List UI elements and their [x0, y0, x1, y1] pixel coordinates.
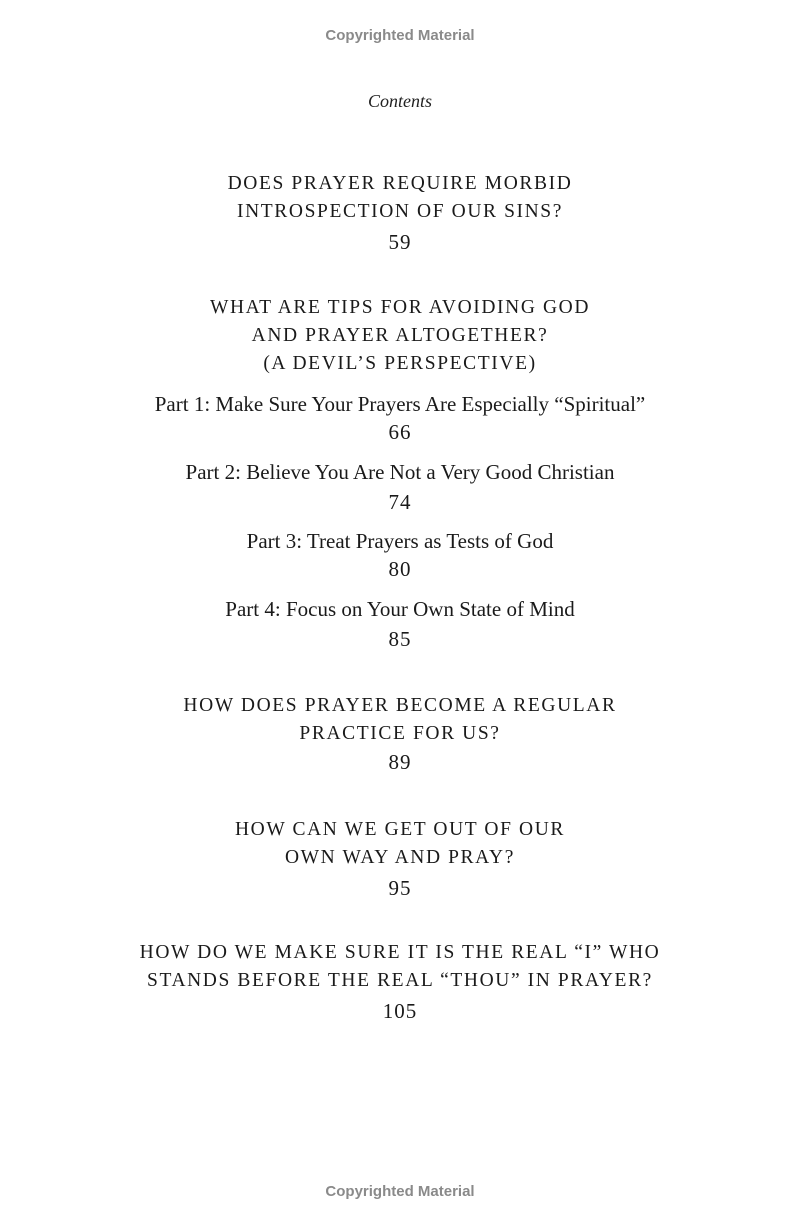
copyright-watermark-top: Copyrighted Material: [325, 27, 475, 44]
toc-subentry: [0, 527, 800, 583]
toc-page-number: 95: [388, 876, 412, 900]
toc-title-line: STANDS BEFORE THE REAL “THOU” IN PRAYER?: [147, 970, 653, 991]
running-head: Contents: [367, 91, 432, 111]
toc-entry: [0, 294, 800, 378]
toc-subentry-title: Part 2: Believe You Are Not a Very Good Christian: [185, 460, 615, 484]
toc-title-line: HOW DO WE MAKE SURE IT IS THE REAL “I” WHO: [139, 942, 661, 963]
toc-page-number: 105: [382, 999, 418, 1023]
toc-title-line: INTROSPECTION OF OUR SINS?: [237, 201, 563, 222]
toc-page-number: 59: [388, 230, 412, 254]
toc-entry-title: [0, 939, 800, 995]
toc-entry-title: [0, 692, 800, 748]
toc-title-line: OWN WAY AND PRAY?: [285, 847, 515, 868]
toc-page-number: 89: [388, 750, 412, 774]
copyright-watermark-bottom: Copyrighted Material: [325, 1183, 475, 1200]
toc-entry: [0, 816, 800, 902]
toc-page-number: 80: [388, 557, 412, 581]
toc-entry: [0, 692, 800, 776]
toc-title-line: PRACTICE FOR US?: [299, 723, 501, 744]
toc-page-number: 66: [388, 420, 412, 444]
toc-title-line: AND PRAYER ALTOGETHER?: [251, 325, 549, 346]
toc-subentry: [0, 595, 800, 653]
toc-entry-title: [0, 294, 800, 378]
toc-page-number: 74: [388, 490, 412, 514]
toc-subentry-title: Part 4: Focus on Your Own State of Mind: [225, 597, 575, 621]
toc-subentry-title: Part 1: Make Sure Your Prayers Are Especially “Spiritual”: [154, 392, 646, 416]
toc-subentry: [0, 390, 800, 446]
toc-entry: [0, 939, 800, 1025]
toc-title-line: DOES PRAYER REQUIRE MORBID: [227, 173, 573, 194]
toc-subentry: [0, 458, 800, 516]
toc-title-line: (A DEVIL’S PERSPECTIVE): [263, 353, 537, 374]
toc-entry: [0, 170, 800, 256]
toc-subentry-title: Part 3: Treat Prayers as Tests of God: [246, 529, 554, 553]
toc-entry-title: [0, 816, 800, 872]
toc-entry-title: [0, 170, 800, 226]
toc-page-number: 85: [388, 627, 412, 651]
toc-title-line: WHAT ARE TIPS FOR AVOIDING GOD: [209, 297, 591, 318]
toc-title-line: HOW CAN WE GET OUT OF OUR: [235, 819, 565, 840]
toc-title-line: HOW DOES PRAYER BECOME A REGULAR: [183, 695, 617, 716]
